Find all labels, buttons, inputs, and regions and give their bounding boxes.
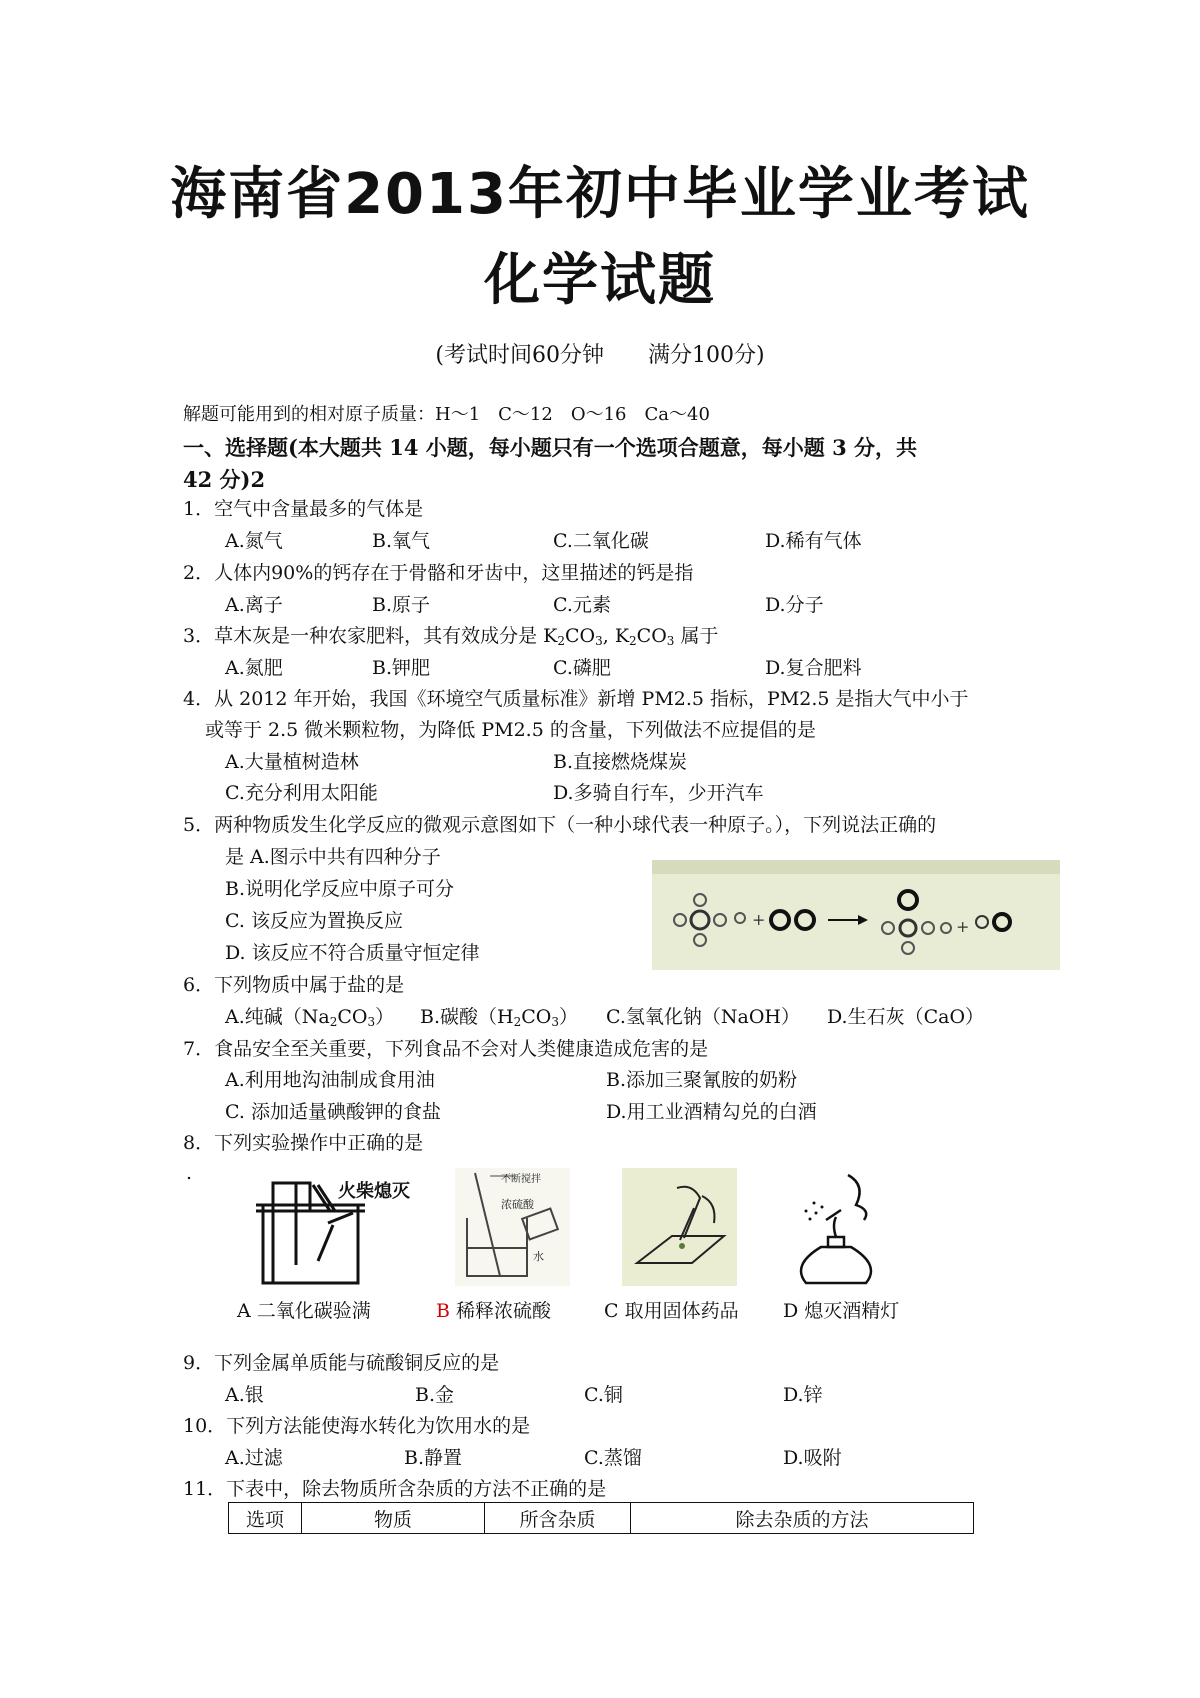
question-1: 1．空气中含量最多的气体是 (183, 498, 424, 520)
question-7: 7．食品安全至关重要，下列食品不会对人类健康造成危害的是 (183, 1038, 709, 1060)
q7-option-a: A.利用地沟油制成食用油 (225, 1069, 435, 1091)
q1-option-c: C.二氧化碳 (553, 530, 649, 552)
q2-option-b: B.原子 (372, 594, 431, 616)
exam-info: (考试时间60分钟 满分100分) (435, 343, 765, 368)
q7-option-c: C. 添加适量碘酸钾的食盐 (225, 1101, 441, 1123)
question-4-line1: 4．从 2012 年开始，我国《环境空气质量标准》新增 PM2.5 指标，PM2.5 是指大气中小于 (183, 688, 969, 710)
question-8: 8．下列实验操作中正确的是 (183, 1132, 424, 1154)
q1-option-b: B.氧气 (372, 530, 431, 552)
q7-option-b: B.添加三聚氰胺的奶粉 (606, 1069, 798, 1091)
q10-option-c: C.蒸馏 (584, 1447, 642, 1469)
impurity-table (228, 1502, 974, 1534)
q4-option-b: B.直接燃烧煤炭 (553, 751, 688, 773)
figure-c-solid (622, 1168, 737, 1286)
q8-option-c: C 取用固体药品 (604, 1300, 739, 1322)
figure-b-label-acid: 浓硫酸 (501, 1198, 534, 1211)
q3-option-d: D.复合肥料 (765, 657, 862, 679)
q5-option-d: D. 该反应不符合质量守恒定律 (225, 942, 480, 964)
q2-option-a: A.离子 (225, 594, 283, 616)
figure-b-beaker (455, 1168, 570, 1286)
figure-a-gas-jar (248, 1165, 428, 1290)
question-3: 3．草木灰是一种农家肥料，其有效成分是 $K_2CO_3$, $K_2CO_3$ 属于 (183, 625, 719, 648)
figure-b-label-stir: 不断搅拌 (501, 1174, 541, 1185)
svg-text:+: + (752, 910, 766, 929)
q10-option-d: D.吸附 (783, 1447, 842, 1469)
figure-a-label: 火柴熄灭 (338, 1181, 410, 1202)
question-2: 2．人体内90%的钙存在于骨骼和牙齿中，这里描述的钙是指 (183, 562, 694, 584)
q7-option-d: D.用工业酒精勾兑的白酒 (606, 1101, 817, 1123)
q10-option-b: B.静置 (404, 1447, 463, 1469)
q2-option-c: C.元素 (553, 594, 611, 616)
table-header-option: 选项 (229, 1503, 302, 1534)
q6-option-a: A.纯碱$(Na_2CO_3)$ (225, 1006, 395, 1029)
svg-text:+: + (956, 917, 970, 936)
q4-option-c: C.充分利用太阳能 (225, 782, 378, 804)
question-10: 10．下列方法能使海水转化为饮用水的是 (183, 1415, 531, 1437)
q2-option-d: D.分子 (765, 594, 824, 616)
q1-option-a: A.氮气 (225, 530, 283, 552)
figure-d-lamp (786, 1165, 886, 1290)
q3-option-a: A.氮肥 (225, 657, 283, 679)
q6-option-c: C.氢氧化钠（NaOH） (606, 1006, 800, 1028)
table-header-impurity: 所含杂质 (485, 1503, 631, 1534)
table-header-row (229, 1503, 974, 1534)
q8-option-b-letter: B (436, 1300, 450, 1322)
atomic-masses: 解题可能用到的相对原子质量：H～1 C～12 O～16 Ca～40 (183, 404, 710, 425)
stray-dot: . (186, 1162, 193, 1184)
q3-option-b: B.钾肥 (372, 657, 431, 679)
question-5: 5．两种物质发生化学反应的微观示意图如下（一种小球代表一种原子。），下列说法正确的 (183, 814, 937, 836)
q3-option-c: C.磷肥 (553, 657, 611, 679)
q1-option-d: D.稀有气体 (765, 530, 862, 552)
table-header-substance: 物质 (302, 1503, 485, 1534)
q9-option-a: A.银 (225, 1384, 264, 1406)
section-heading-line2: 42 分)2 (183, 467, 266, 492)
q8-option-d: D 熄灭酒精灯 (783, 1300, 900, 1322)
q4-option-d: D.多骑自行车，少开汽车 (553, 782, 764, 804)
exam-subtitle: 化学试题 (484, 248, 716, 313)
exam-title: 海南省2013年初中毕业学业考试 (170, 162, 1030, 227)
question-4-line2: 或等于 2.5 微米颗粒物，为降低 PM2.5 的含量，下列做法不应提倡的是 (205, 719, 816, 741)
q5-option-b: B.说明化学反应中原子可分 (225, 878, 455, 900)
q5-option-a: 是 A.图示中共有四种分子 (225, 846, 441, 868)
q6-option-d: D.生石灰（CaO） (827, 1006, 985, 1028)
q9-option-d: D.锌 (783, 1384, 823, 1406)
figure-b-label-water: 水 (533, 1250, 544, 1263)
q8-option-b: B 稀释浓硫酸 (436, 1300, 552, 1322)
reaction-diagram (652, 860, 1060, 970)
q10-option-a: A.过滤 (225, 1447, 283, 1469)
question-6: 6．下列物质中属于盐的是 (183, 974, 405, 996)
question-9: 9．下列金属单质能与硫酸铜反应的是 (183, 1352, 500, 1374)
q4-option-a: A.大量植树造林 (225, 751, 359, 773)
table-header-method: 除去杂质的方法 (631, 1503, 974, 1534)
q5-option-c: C. 该反应为置换反应 (225, 910, 403, 932)
q9-option-c: C.铜 (584, 1384, 623, 1406)
q8-option-a: A 二氧化碳验满 (237, 1300, 371, 1322)
question-11: 11．下表中，除去物质所含杂质的方法不正确的是 (183, 1478, 607, 1500)
section-heading-line1: 一、选择题(本大题共 14 小题，每小题只有一个选项合题意，每小题 3 分，共 (183, 435, 918, 460)
q9-option-b: B.金 (415, 1384, 455, 1406)
q6-option-b: B.碳酸$(H_2CO_3)$ (420, 1006, 578, 1029)
